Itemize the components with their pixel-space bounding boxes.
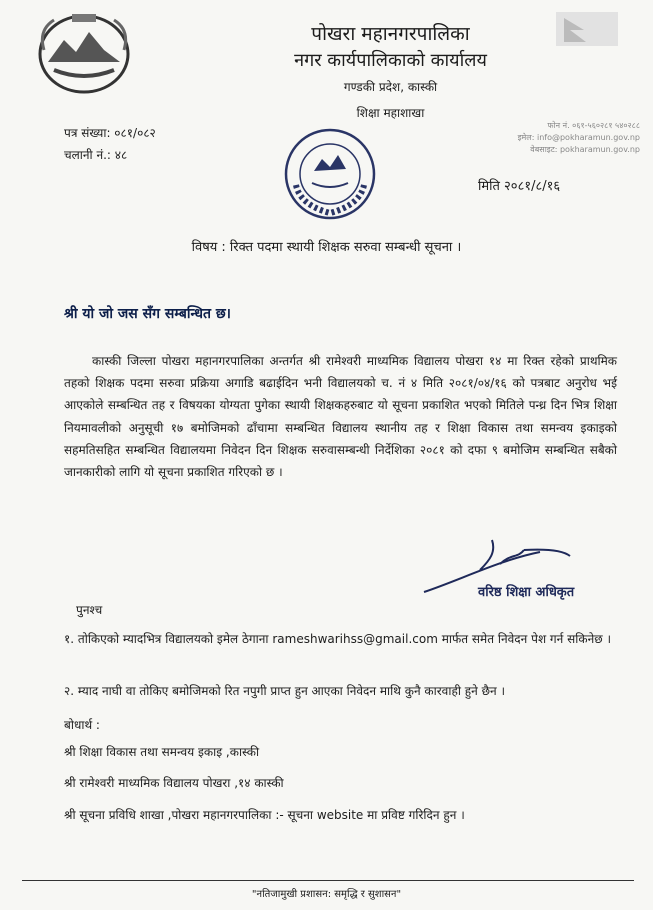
school-email: rameshwarihss@gmail.com [272, 632, 438, 646]
cc-item: श्री रामेश्वरी माध्यमिक विद्यालय पोखरा ,१४ कास्की [64, 776, 284, 790]
signatory-title: वरिष्ठ शिक्षा अधिकृत [478, 585, 575, 600]
note-1-suffix: मार्फत समेत निवेदन पेश गर्न सकिनेछ । [437, 632, 612, 646]
office-seal-stamp [282, 125, 378, 223]
footer-divider [22, 880, 634, 881]
reference-number: पत्र संख्या: ०८१/०८२ [64, 126, 156, 140]
cc-item: श्री शिक्षा विकास तथा समन्वय इकाइ ,कास्की [64, 745, 260, 759]
contact-phone: फोन नं. ०६१-५६०२८१ ५४०२८८ [547, 121, 640, 130]
contact-info [500, 120, 640, 156]
postscript-label: पुनश्च [76, 603, 103, 617]
postscript-note-1 [64, 628, 624, 650]
letterhead-line-2: नगर कार्यपालिकाको कार्यालय [294, 50, 487, 71]
subject-line: विषय : रिक्त पदमा स्थायी शिक्षक सरुवा सम्बन्धी सूचना । [191, 240, 462, 255]
letterhead-line-1: पोखरा महानगरपालिका [311, 23, 470, 45]
contact-email: इमेल: info@pokharamun.gov.np [517, 133, 640, 142]
postscript-note-2: २. म्याद नाघी वा तोकिए बमोजिमको रित नपुगी प्राप्त हुन आएका निवेदन माथि कुनै कारवाही हुने छैन । [64, 684, 506, 698]
letterhead-line-4: शिक्षा महाशाखा [356, 106, 425, 120]
cc-label: बोधार्थ : [64, 718, 100, 732]
letter-date: मिति २०८१/८/१६ [478, 179, 561, 194]
footer-slogan: "नतिजामुखी प्रशासन: समृद्धि र सुशासन" [251, 889, 402, 900]
contact-website: वेबसाइट: pokharamun.gov.np [530, 145, 640, 154]
salutation: श्री यो जो जस सँग सम्बन्धित छ। [64, 306, 231, 322]
note-1-prefix: १. तोकिएको म्यादभित्र विद्यालयको इमेल ठेगाना [64, 632, 273, 646]
dispatch-number: चलानी नं.: ४८ [64, 148, 128, 162]
cc-item: श्री सूचना प्रविधि शाखा ,पोखरा महानगरपालिका :- सूचना website मा प्रविष्ट गरिदिन हुन । [64, 808, 465, 822]
letterhead-line-3: गण्डकी प्रदेश, कास्की [343, 80, 438, 94]
notice-body: कास्की जिल्ला पोखरा महानगरपालिका अन्तर्गत श्री रामेश्वरी माध्यमिक विद्यालय पोखरा १४ मा रिक्त रहेको प्राथमिक तहको शिक्षक पदमा सरुवा प्रक्रिया अगाडि बढाईदिन भनी विद्यालयको च. नं ४ मिति २०८१/०४/१६ को पत्रबाट अनुरोध भई आएकोले सम्बन्धित तह र विषयका योग्यता पुगेका स्थायी शिक्षकहरुबाट यो सूचना प्रकाशित भएको मितिले पन्ध्र दिन भित्र शिक्षा नियमावलीको अनुसूची १७ बमोजिमको ढाँचामा सम्बन्धित विद्यालय स्थानीय तह र शिक्षा विकास तथा समन्वय इकाइको सहमतिसहित सम्बन्धित विद्यालयमा निवेदन दिन शिक्षक सरुवासम्बन्धी निर्देशिका २०८१ को दफा ९ बमोजिम सम्बन्धित सबैको जानकारीको लागि यो सूचना प्रकाशित गरिएको छ । [64, 354, 617, 480]
